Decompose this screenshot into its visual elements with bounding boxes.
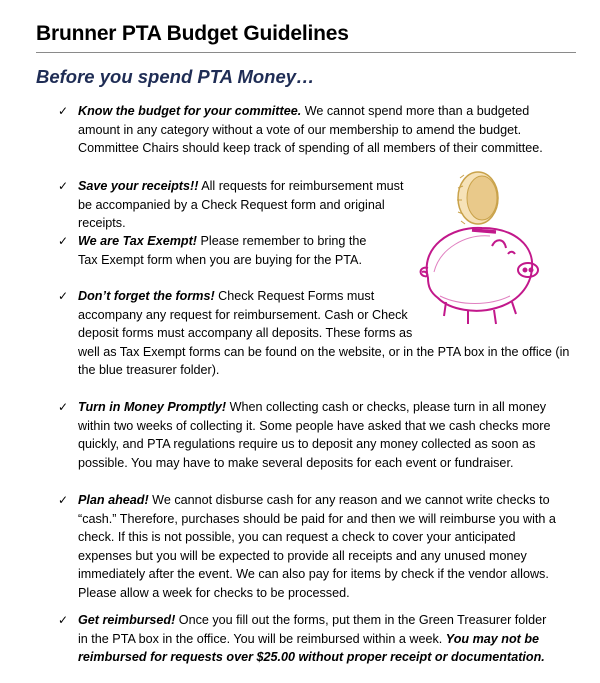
checkmark-icon: ✓ — [58, 493, 69, 507]
guideline-body: Please remember to bring the Tax Exempt form when you are buying for the PTA. — [78, 234, 367, 267]
guideline-item — [58, 232, 378, 269]
guideline-item — [58, 102, 558, 158]
guideline-item — [58, 177, 408, 233]
guideline-heading: Don’t forget the forms! — [78, 289, 215, 303]
guideline-heading: Turn in Money Promptly! — [78, 400, 227, 414]
guideline-heading: We are Tax Exempt! — [78, 234, 197, 248]
checkmark-icon: ✓ — [58, 613, 69, 627]
checkmark-icon: ✓ — [58, 289, 69, 303]
guideline-item — [58, 611, 558, 667]
guideline-item — [58, 398, 558, 472]
guideline-body: When collecting cash or checks, please turn in all money within two weeks of collecting it. Some people have asked that we cash checks more quickly, and PTA regulations require us to deposit any money collected as soon as possible. You may have to make several deposits for each event or fundraiser. — [78, 400, 551, 470]
piggy-bank-icon — [410, 168, 550, 328]
guideline-body: We cannot disburse cash for any reason and we cannot write checks to “cash.” Therefore, purchases should be paid for and then we will reimburse you with a check. If this is not possible, you can request a check to cover your anticipated expenses but you will be expected to provide all receipts and any unused money immediately after the event. We can also pay for items by check if the vendor allows. Please allow a week for checks to be processed. — [78, 493, 556, 600]
section-heading: Before you spend PTA Money… — [36, 66, 315, 87]
guideline-item — [58, 491, 558, 602]
checkmark-icon: ✓ — [58, 400, 69, 414]
coin-icon — [457, 172, 498, 224]
guideline-heading: Save your receipts!! — [78, 179, 199, 193]
checkmark-icon: ✓ — [58, 179, 69, 193]
guideline-body: All requests for reimbursement must be accompanied by a Check Request form and original receipts. — [78, 179, 404, 230]
guideline-body: Once you fill out the forms, put them in the Green Treasurer folder in the PTA box in the office. You will be reimbursed within a week. — [78, 613, 547, 646]
guideline-warning: You may not be reimbursed for requests over $25.00 without proper receipt or documentation. — [78, 631, 545, 664]
guideline-heading: Get reimbursed! — [78, 613, 176, 627]
checkmark-icon: ✓ — [58, 234, 69, 248]
guideline-body: We cannot spend more than a budgeted amount in any category without a vote of our membership to amend the budget. Committee Chairs should keep track of spending of all members of their committee. — [78, 104, 543, 155]
guideline-heading: Plan ahead! — [78, 493, 149, 507]
checkmark-icon: ✓ — [58, 104, 69, 118]
guideline-body: Check Request Forms must accompany any request for reimbursement. Cash or Check deposit forms must accompany all deposits. These forms as well as Tax Exempt forms can be found on the website, or in the PTA box in the office (in the blue treasurer folder). — [78, 289, 570, 377]
guideline-heading: Know the budget for your committee. — [78, 104, 302, 118]
title-divider — [36, 52, 576, 53]
document-title: Brunner PTA Budget Guidelines — [36, 22, 349, 45]
